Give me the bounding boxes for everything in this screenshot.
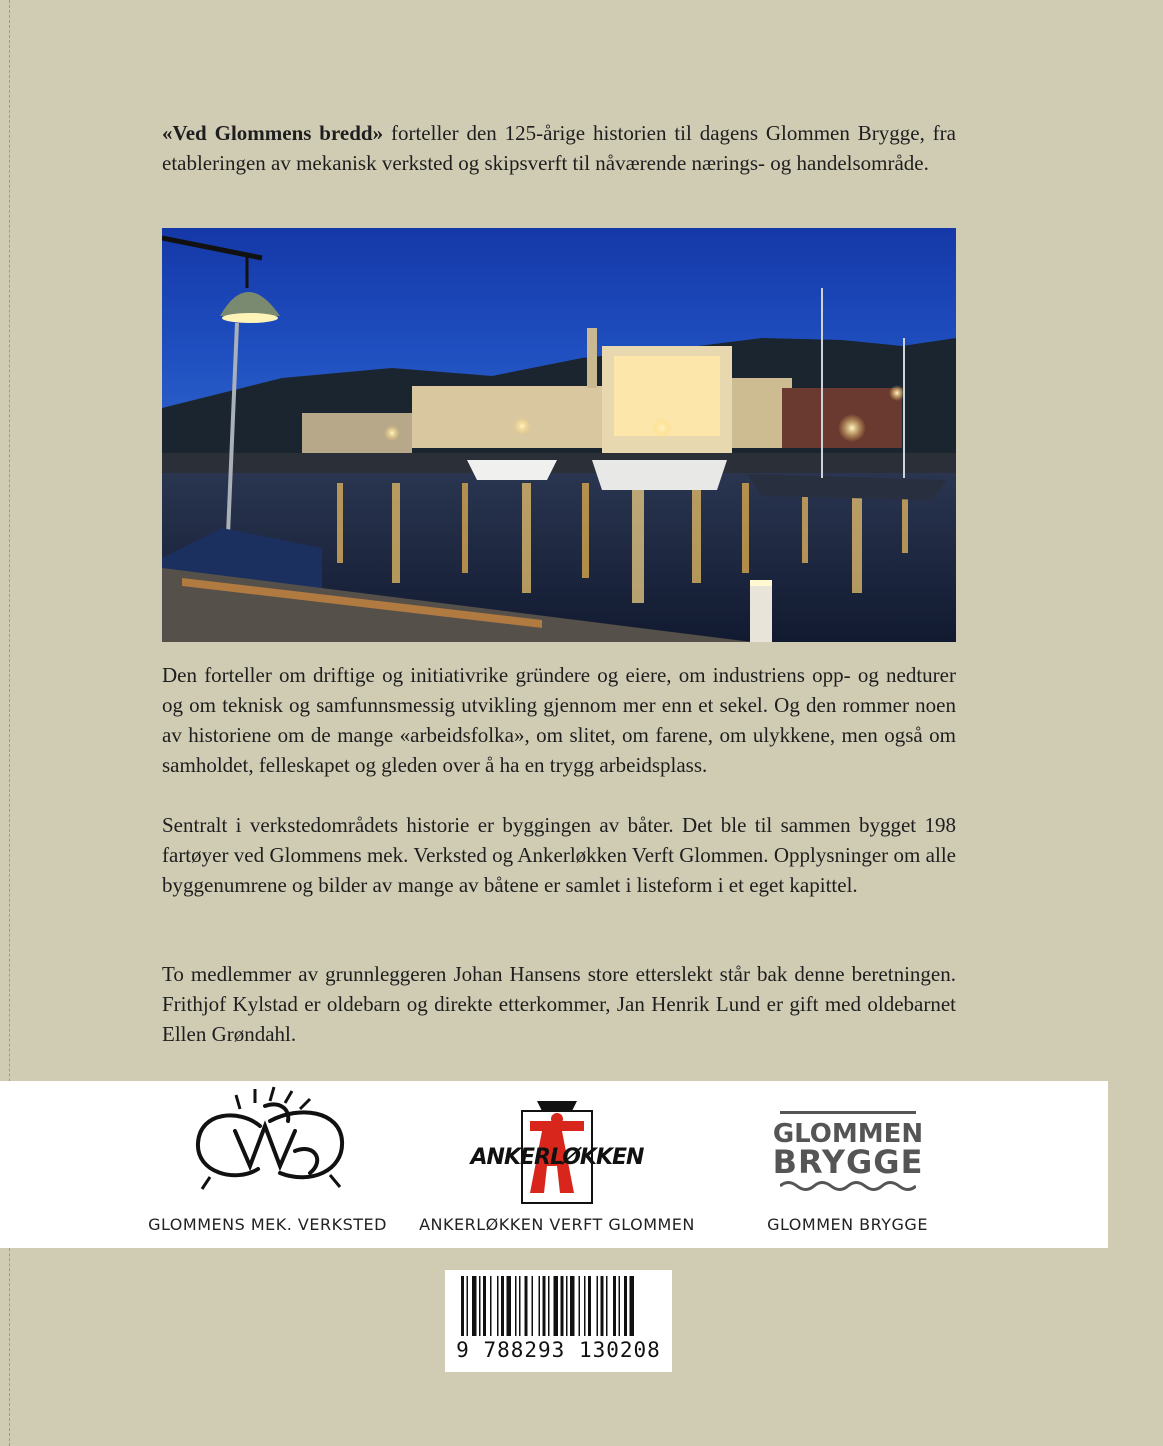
harbor-night-photo [162, 228, 956, 642]
barcode-bar [601, 1276, 604, 1336]
barcode-bar [461, 1276, 464, 1336]
ankerlokken-wordmark: ANKERLØKKEN [470, 1145, 644, 1170]
barcode-bar [561, 1276, 564, 1336]
body-paragraph-2: Sentralt i verkstedområdets historie er byggingen av båter. Det ble til sammen bygget 198 fartøyer ved Glommens mek. Verksted og Ankerløkken Verft Glommen. Opplysninger om alle byggenumrene og bilder av mange av båtene er samlet i listeform i et eget kapittel. [162, 813, 956, 897]
body-paragraph-1: Den forteller om driftige og initiativrike gründere og eiere, om industriens opp- og nedturer og om teknisk og samfunnsmessig utvikling gjennom mer enn et sekel. Og den rommer noen av historiene om de mange «arbeidsfolka», om slitet, om farene, om ulykkene, men også om samholdet, felleskapet og gleden over å ha en trygg arbeidsplass. [162, 663, 956, 777]
barcode-bar [597, 1276, 599, 1336]
barcode-bar [613, 1276, 616, 1336]
intro-text: forteller den 125-årige historien til dagens Glommen Brygge, fra etableringen av mekanisk verksted og skipsverft til nåværende nærings- og handelsområde. [162, 121, 956, 175]
barcode-bar [588, 1276, 591, 1336]
barcode-bar [630, 1276, 635, 1336]
barcode-bars [445, 1270, 672, 1340]
barcode-bar [525, 1276, 528, 1336]
isbn-digits: 9 788293 130208 [456, 1338, 661, 1362]
barcode-bar [497, 1276, 499, 1336]
gmv-logo [140, 1081, 395, 1248]
barcode-bar [507, 1276, 512, 1336]
barcode-bar [472, 1276, 477, 1336]
barcode-bar [515, 1276, 517, 1336]
gmv-caption: GLOMMENS MEK. VERKSTED [148, 1215, 387, 1234]
book-title: «Ved Glommens bredd» [162, 121, 384, 145]
barcode-bar [543, 1276, 546, 1336]
barcode-bar [539, 1276, 541, 1336]
intro-paragraph [162, 118, 956, 178]
ankerlokken-logo [412, 1081, 702, 1248]
logo-band [0, 1081, 1108, 1248]
barcode-bar [479, 1276, 481, 1336]
glommen-brygge-top-rule [780, 1111, 916, 1114]
barcode-bar [490, 1276, 492, 1336]
ankerlokken-caption: ANKERLØKKEN VERFT GLOMMEN [419, 1215, 695, 1234]
isbn-barcode [445, 1270, 672, 1372]
barcode-bar [483, 1276, 486, 1336]
barcode-bar [501, 1276, 504, 1336]
glommen-brygge-caption: GLOMMEN BRYGGE [767, 1215, 928, 1234]
wave-icon [780, 1179, 916, 1193]
barcode-bar [532, 1276, 534, 1336]
barcode-bar [566, 1276, 568, 1336]
barcode-bar [519, 1276, 521, 1336]
barcode-bar [548, 1276, 550, 1336]
barcode-bar [619, 1276, 621, 1336]
gmv-monogram-icon [140, 1081, 395, 1201]
body-paragraph-3: To medlemmer av grunnleggeren Johan Hansens store etterslekt står bak denne beretningen. Frithjof Kylstad er oldebarn og direkte etterkommer, Jan Henrik Lund er gift med oldebarnet Ellen Grøndahl. [162, 962, 956, 1046]
glommen-brygge-line1: GLOMMEN [772, 1119, 924, 1149]
barcode-bar [467, 1276, 469, 1336]
barcode-bar [554, 1276, 559, 1336]
ankerlokken-anchor-icon [412, 1081, 702, 1206]
glommen-brygge-logo [735, 1081, 960, 1248]
barcode-bar [624, 1276, 627, 1336]
glommen-brygge-line2: BRYGGE [772, 1143, 924, 1181]
harbor-illustration [162, 228, 956, 642]
barcode-bar [579, 1276, 581, 1336]
barcode-bar [570, 1276, 575, 1336]
barcode-bar [584, 1276, 586, 1336]
barcode-bar [606, 1276, 608, 1336]
